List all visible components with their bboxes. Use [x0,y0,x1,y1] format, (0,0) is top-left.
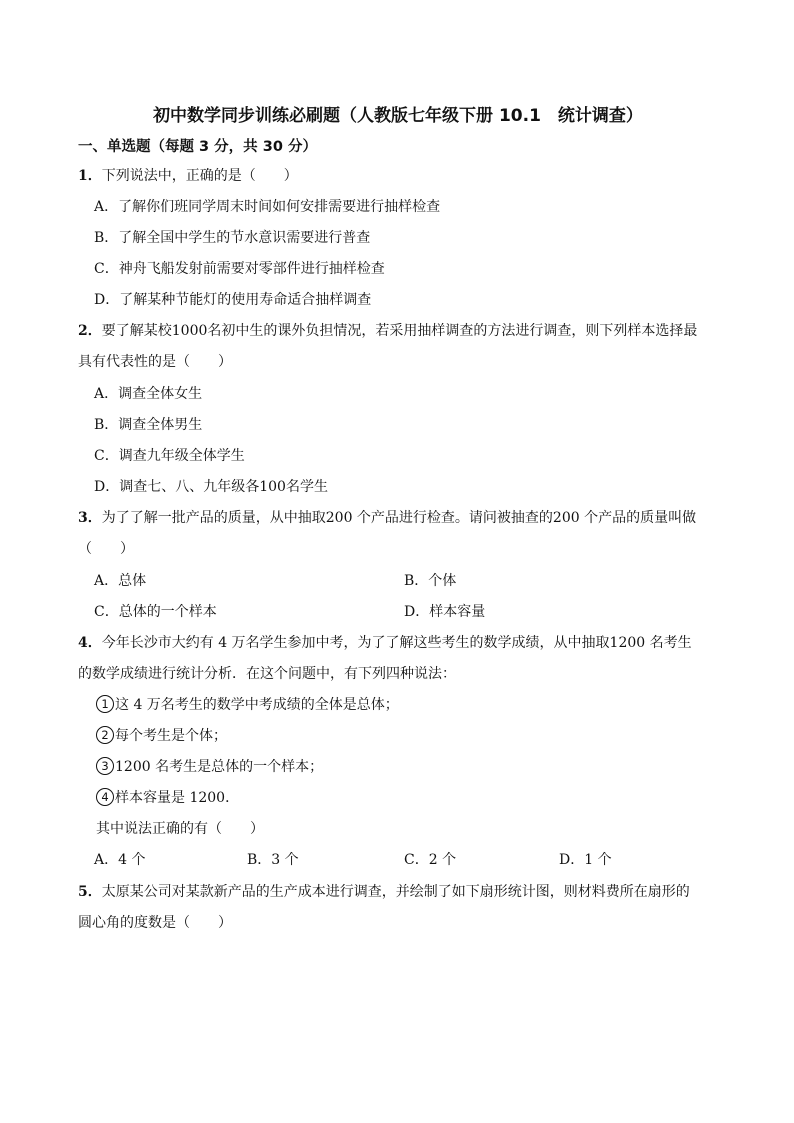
circled-number-4: 4 [96,788,114,806]
question-3-option-c: C．总体的一个样本 [94,604,217,620]
question-1-stem: 1．下列说法中，正确的是（ ） [78,168,298,184]
question-3-option-d: D．样本容量 [404,604,486,620]
question-1-option-c: C．神舟飞船发射前需要对零部件进行抽样检查 [94,261,385,277]
circled-number-2: 2 [96,726,114,744]
question-5-stem: 5．太原某公司对某款新产品的生产成本进行调查，并绘制了如下扇形统计图，则材料费所在扇形的 [78,884,690,900]
question-4-option-a: A．4 个 [94,852,146,868]
question-4-statement-2: 2 每个考生是个体； [96,725,227,747]
section-heading: 一、单选题（每题 3 分，共 30 分） [78,139,317,155]
question-number: 4． [78,635,102,651]
question-4-statement-3: 3 1200 名考生是总体的一个样本； [96,756,323,778]
question-4-statement-4: 4 样本容量是 1200． [96,787,239,809]
question-3-stem-continued: （ ） [78,541,134,557]
circled-number-1: 1 [96,695,114,713]
question-number: 3． [78,510,102,526]
question-4-option-d: D．1 个 [559,852,612,868]
question-4-option-b: B．3 个 [247,852,299,868]
question-2-option-b: B．调查全体男生 [94,417,203,433]
question-number: 1． [78,168,102,184]
question-2-option-a: A．调查全体女生 [94,386,203,402]
document-title: 初中数学同步训练必刷题（人教版七年级下册 10.1 统计调查） [153,106,643,126]
question-5-stem-continued: 圆心角的度数是（ ） [78,915,232,931]
question-4-statement-1: 1 这 4 万名考生的数学中考成绩的全体是总体； [96,694,399,716]
question-4-option-c: C．2 个 [404,852,457,868]
question-3-option-b: B．个体 [404,573,457,589]
question-2-stem-continued: 具有代表性的是（ ） [78,354,232,370]
question-2-option-c: C．调查九年级全体学生 [94,448,245,464]
question-1-option-a: A．了解你们班同学周末时间如何安排需要进行抽样检查 [94,199,441,215]
question-3-stem: 3．为了了解一批产品的质量，从中抽取200 个产品进行检查。请问被抽查的200 个产品的质量叫做 [78,510,697,526]
question-3-option-a: A．总体 [94,573,147,589]
question-4-stem: 4．今年长沙市大约有 4 万名学生参加中考，为了了解这些考生的数学成绩，从中抽取1200 名考生 [78,635,692,651]
question-2-option-d: D．调查七、八、九年级各100名学生 [94,479,328,495]
question-4-prompt: 其中说法正确的有（ ） [96,821,264,837]
question-number: 5． [78,884,102,900]
question-1-option-d: D．了解某种节能灯的使用寿命适合抽样调查 [94,292,372,308]
question-number: 2． [78,323,102,339]
circled-number-3: 3 [96,757,114,775]
question-1-option-b: B．了解全国中学生的节水意识需要进行普查 [94,230,371,246]
question-2-stem: 2．要了解某校1000名初中生的课外负担情况，若采用抽样调查的方法进行调查，则下列样本选择最 [78,323,698,339]
question-4-stem-continued: 的数学成绩进行统计分析．在这个问题中，有下列四种说法： [78,666,456,682]
